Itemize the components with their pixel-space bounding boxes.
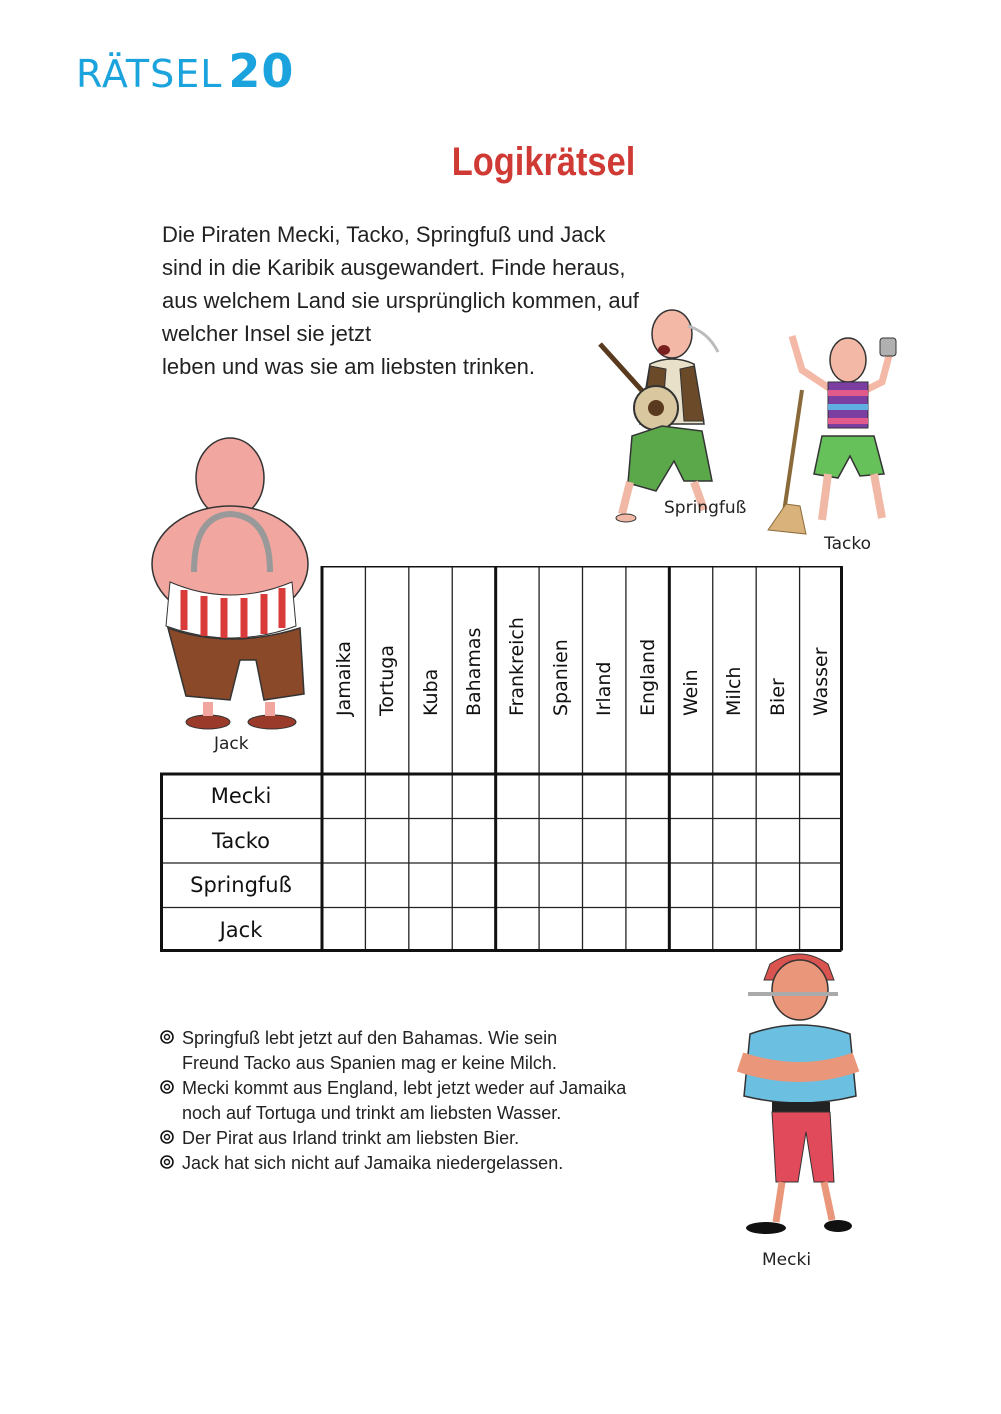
spiral-bullet-icon (160, 1130, 174, 1144)
puzzle-number-heading (76, 44, 294, 98)
clue-text: Mecki kommt aus England, lebt jetzt weder auf Jamaika noch auf Tortuga und trinkt am liebsten Wasser. (182, 1078, 627, 1123)
grid-cell[interactable] (541, 865, 580, 906)
grid-cell[interactable] (585, 821, 624, 862)
grid-cell[interactable] (498, 776, 537, 817)
springfuss-caption: Springfuß (664, 498, 747, 518)
grid-cell[interactable] (628, 776, 667, 817)
grid-cell[interactable] (758, 865, 797, 906)
grid-cell[interactable] (324, 865, 363, 906)
grid-cell[interactable] (671, 865, 710, 906)
column-header-kuba: Kuba (419, 668, 442, 716)
grid-cell[interactable] (324, 910, 363, 951)
grid-cell[interactable] (628, 865, 667, 906)
clue-list (160, 1026, 680, 1176)
grid-cell[interactable] (498, 910, 537, 951)
column-header-frankreich: Frankreich (506, 617, 529, 716)
row-header-jack: Jack (219, 917, 263, 942)
clue-text: Jack hat sich nicht auf Jamaika niedergelassen. (182, 1153, 564, 1173)
grid-cell[interactable] (454, 776, 493, 817)
grid-cell[interactable] (585, 910, 624, 951)
grid-cell[interactable] (454, 865, 493, 906)
grid-cell[interactable] (411, 910, 450, 951)
grid-cell[interactable] (628, 821, 667, 862)
grid-cell[interactable] (802, 865, 841, 906)
intro-line: Die Piraten Mecki, Tacko, Springfuß und Jack (162, 222, 606, 247)
page-title: Logikrätsel (451, 140, 636, 184)
grid-cell[interactable] (454, 821, 493, 862)
grid-cell[interactable] (367, 865, 406, 906)
puzzle-word: RÄTSEL (76, 52, 223, 96)
spiral-bullet-icon (160, 1030, 174, 1044)
row-header-springfuß: Springfuß (190, 873, 292, 897)
intro-line: sind in die Karibik ausgewandert. Finde heraus, (162, 255, 626, 280)
grid-cell[interactable] (411, 821, 450, 862)
grid-cell[interactable] (324, 776, 363, 817)
clue-text: Der Pirat aus Irland trinkt am liebsten Bier. (182, 1128, 520, 1148)
mecki-illustration (720, 944, 870, 1244)
grid-cell[interactable] (541, 910, 580, 951)
intro-line: aus welchem Land sie ursprünglich kommen, auf (162, 288, 639, 313)
column-header-wein: Wein (680, 669, 703, 716)
column-header-wasser: Wasser (810, 647, 833, 716)
mecki-caption: Mecki (762, 1250, 812, 1270)
row-header-tacko: Tacko (211, 828, 271, 853)
grid-cell[interactable] (758, 776, 797, 817)
grid-cell[interactable] (367, 776, 406, 817)
column-header-jamaika: Jamaika (332, 641, 355, 716)
grid-cell[interactable] (498, 865, 537, 906)
grid-cell[interactable] (367, 910, 406, 951)
grid-cell[interactable] (802, 776, 841, 817)
grid-cell[interactable] (541, 821, 580, 862)
column-header-milch: Milch (723, 666, 746, 716)
clue-item (160, 1026, 680, 1076)
grid-cell[interactable] (367, 821, 406, 862)
column-header-spanien: Spanien (549, 639, 572, 716)
clue-text: Springfuß lebt jetzt auf den Bahamas. Wie sein Freund Tacko aus Spanien mag er keine Milch. (182, 1028, 558, 1073)
spiral-bullet-icon (160, 1155, 174, 1169)
tacko-illustration (762, 320, 912, 540)
grid-cell[interactable] (628, 910, 667, 951)
column-header-england: England (636, 638, 659, 716)
clue-item (160, 1151, 680, 1176)
grid-cell[interactable] (585, 865, 624, 906)
grid-cell[interactable] (454, 910, 493, 951)
jack-caption: Jack (214, 734, 249, 754)
grid-cell[interactable] (585, 776, 624, 817)
logic-grid (160, 566, 843, 952)
grid-cell[interactable] (324, 821, 363, 862)
grid-cell[interactable] (541, 776, 580, 817)
grid-cell[interactable] (715, 821, 754, 862)
tacko-caption: Tacko (824, 534, 871, 554)
grid-cell[interactable] (411, 776, 450, 817)
grid-cell[interactable] (715, 865, 754, 906)
intro-line: leben und was sie am liebsten trinken. (162, 354, 535, 379)
column-header-tortuga: Tortuga (376, 644, 399, 716)
intro-line: welcher Insel sie jetzt (162, 321, 372, 346)
grid-cell[interactable] (411, 865, 450, 906)
clue-item (160, 1126, 680, 1151)
springfuss-illustration (592, 296, 742, 526)
clue-item (160, 1076, 680, 1126)
grid-cell[interactable] (671, 821, 710, 862)
puzzle-number: 20 (228, 44, 295, 98)
row-header-mecki: Mecki (210, 784, 272, 808)
grid-cell[interactable] (671, 776, 710, 817)
spiral-bullet-icon (160, 1080, 174, 1094)
column-header-bier: Bier (766, 678, 789, 716)
grid-cell[interactable] (802, 821, 841, 862)
grid-cell[interactable] (671, 910, 710, 951)
column-header-bahamas: Bahamas (462, 627, 485, 716)
column-header-irland: Irland (593, 661, 616, 716)
grid-cell[interactable] (758, 821, 797, 862)
grid-cell[interactable] (715, 776, 754, 817)
grid-cell[interactable] (498, 821, 537, 862)
